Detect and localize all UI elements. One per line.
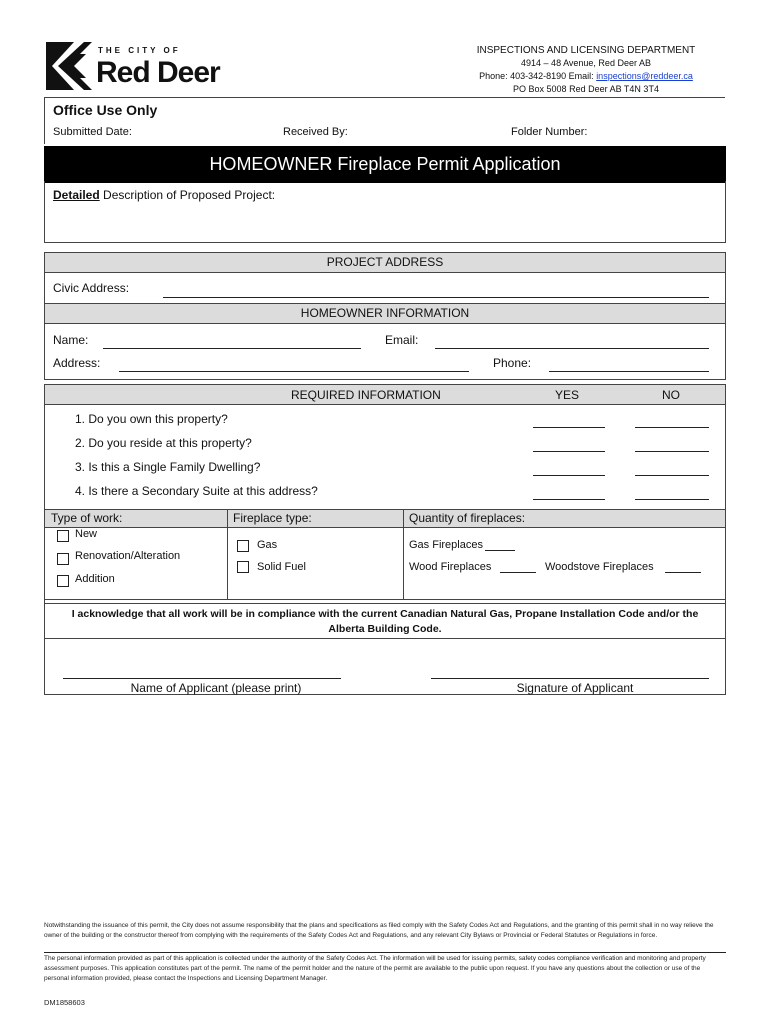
civic-address-label: Civic Address:	[53, 281, 130, 295]
question-4-no[interactable]	[635, 499, 709, 500]
new-checkbox[interactable]	[57, 530, 69, 542]
gas-checkbox[interactable]	[237, 540, 249, 552]
office-use-section	[44, 97, 725, 144]
footer-divider	[44, 952, 726, 953]
column-divider-2	[403, 509, 404, 599]
form-title-bar	[44, 146, 726, 183]
renovation-checkbox[interactable]	[57, 553, 69, 565]
email-label: Email:	[385, 333, 419, 347]
logo-big-text: Red Deer	[96, 56, 220, 89]
logo-small-text: THE CITY OF	[98, 46, 181, 55]
form-title: HOMEOWNER Fireplace Permit Application	[209, 154, 561, 174]
question-3: 3. Is this a Single Family Dwelling?	[75, 460, 261, 474]
department-phone: Phone: 403-342-8190 Email:	[479, 71, 597, 81]
required-header: REQUIRED INFORMATION	[291, 388, 441, 402]
address-label: Address:	[53, 356, 101, 370]
new-label: New	[75, 528, 98, 540]
phone-field[interactable]	[549, 371, 709, 372]
department-address: 4914 – 48 Avenue, Red Deer AB	[521, 58, 651, 68]
question-2: 2. Do you reside at this property?	[75, 436, 252, 450]
city-logo	[44, 40, 94, 92]
received-by-label: Received By:	[283, 126, 348, 138]
applicant-signature-field[interactable]	[431, 678, 709, 679]
department-contact	[456, 70, 716, 83]
applicant-name-field[interactable]	[63, 678, 341, 679]
wood-fireplaces-field[interactable]	[500, 572, 536, 573]
civic-address-field[interactable]	[163, 297, 709, 298]
description-label	[53, 188, 275, 202]
email-field[interactable]	[435, 348, 709, 349]
phone-label: Phone:	[493, 356, 532, 370]
gas-label: Gas	[257, 539, 278, 551]
solid-fuel-checkbox[interactable]	[237, 561, 249, 573]
folder-number-label: Folder Number:	[511, 126, 588, 138]
name-label: Name:	[53, 333, 89, 347]
address-homeowner-section	[44, 252, 726, 380]
footer-disclaimer: Notwithstanding the issuance of this permit, the City does not assume responsibility that the plans and specifications as filed comply with the Safety Codes Act and Regulations, and the granting of this permit shall in no way relieve the owner of the building or the constructor thereof from complying with the requirements of the Safety Codes Act and Regulations, and any relevant City Bylaws or Provincial or Federal Statutes or Regulations in force.	[44, 922, 714, 939]
question-4-yes[interactable]	[533, 499, 605, 500]
gas-fireplaces-field[interactable]	[485, 550, 515, 551]
document-id: DM1858603	[44, 998, 85, 1007]
question-2-yes[interactable]	[533, 451, 605, 452]
department-po-box: PO Box 5008 Red Deer AB T4N 3T4	[513, 84, 659, 94]
footer-privacy: The personal information provided as part of this application is collected under the authority of the Safety Codes Act. The information will be used for issuing permits, safety codes compliance verification and monitoring and property assessment purposes. This application constitutes part of the permit. The name of the permit holder and the nature of the permit are available to the public upon request. If you have any questions about the collection or use of the personal information provided, please contact the Inspections and Licensing Department Manager.	[44, 955, 706, 982]
required-info-section	[44, 384, 726, 695]
applicant-signature-label: Signature of Applicant	[516, 681, 634, 695]
column-divider-1	[227, 509, 228, 599]
work-table-header	[45, 509, 725, 528]
red-deer-logo-icon	[44, 40, 94, 92]
homeowner-header: HOMEOWNER INFORMATION	[45, 303, 725, 324]
question-1-yes[interactable]	[533, 427, 605, 428]
question-3-yes[interactable]	[533, 475, 605, 476]
acknowledge-text: I acknowledge that all work will be in compliance with the current Canadian Natural Gas, Propane Installation Code and/or the Alberta Building Code.	[71, 608, 699, 635]
description-bold: Detailed	[53, 188, 100, 202]
question-4: 4. Is there a Secondary Suite at this address?	[75, 484, 318, 498]
submitted-date-label: Submitted Date:	[53, 126, 132, 138]
question-1-no[interactable]	[635, 427, 709, 428]
description-rest: Description of Proposed Project:	[99, 188, 276, 202]
project-address-header: PROJECT ADDRESS	[45, 253, 725, 273]
solid-fuel-label: Solid Fuel	[257, 561, 306, 573]
gas-fireplaces-label: Gas Fireplaces	[409, 539, 483, 551]
applicant-name-label: Name of Applicant (please print)	[130, 681, 302, 695]
work-table-bottom	[45, 599, 725, 600]
woodstove-fireplaces-field[interactable]	[665, 572, 701, 573]
addition-label: Addition	[75, 573, 115, 585]
office-use-title: Office Use Only	[53, 102, 158, 118]
wood-fireplaces-label: Wood Fireplaces	[409, 561, 492, 573]
department-title: INSPECTIONS AND LICENSING DEPARTMENT	[476, 45, 696, 56]
no-header: NO	[662, 388, 680, 402]
department-email-link[interactable]: inspections@reddeer.ca	[596, 71, 693, 81]
question-1: 1. Do you own this property?	[75, 412, 228, 426]
woodstove-fireplaces-label: Woodstove Fireplaces	[545, 561, 654, 573]
quantity-header: Quantity of fireplaces:	[409, 511, 526, 525]
address-field[interactable]	[119, 371, 469, 372]
department-info	[456, 44, 716, 96]
question-3-no[interactable]	[635, 475, 709, 476]
renovation-label: Renovation/Alteration	[75, 550, 181, 562]
fireplace-type-header: Fireplace type:	[233, 511, 312, 525]
question-2-no[interactable]	[635, 451, 709, 452]
name-field[interactable]	[103, 348, 361, 349]
addition-checkbox[interactable]	[57, 575, 69, 587]
description-box[interactable]	[44, 181, 726, 243]
type-of-work-header: Type of work:	[51, 511, 123, 525]
yes-header: YES	[555, 388, 580, 402]
